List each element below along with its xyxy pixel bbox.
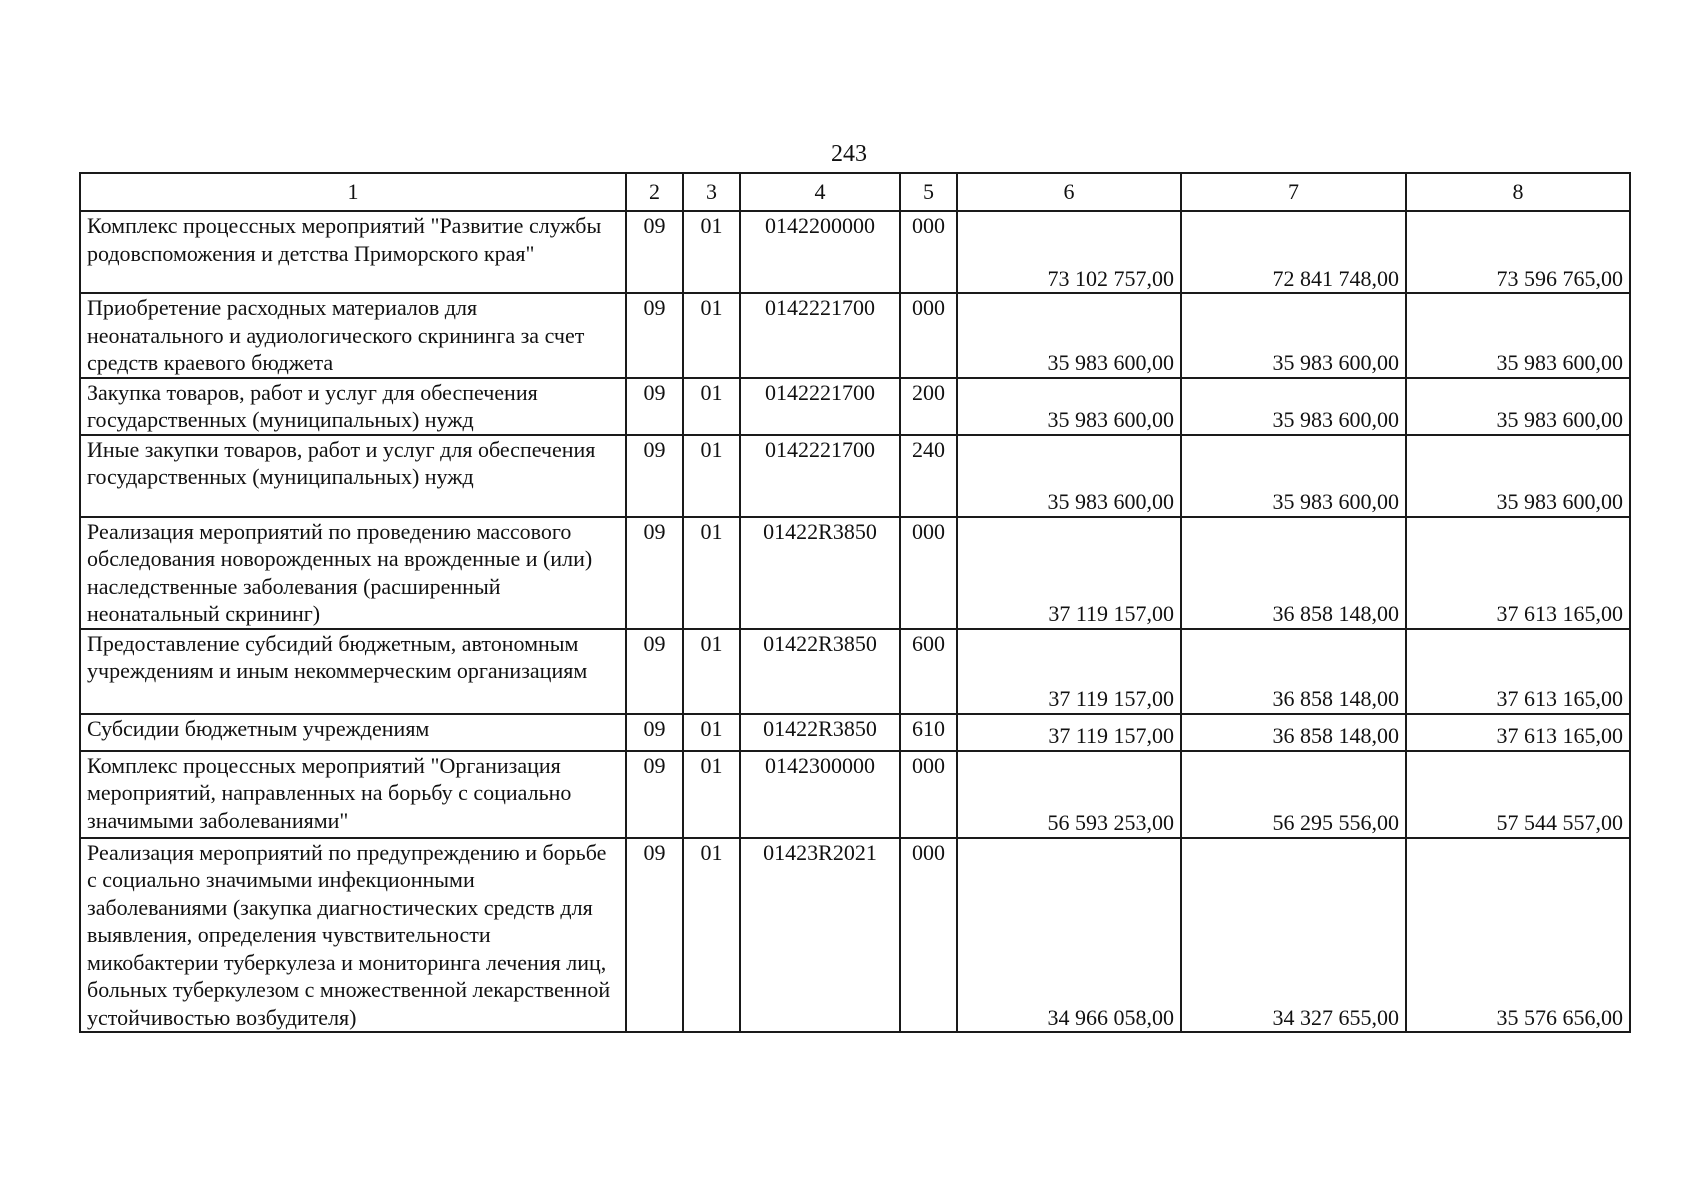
table-row bbox=[80, 293, 1630, 378]
row-amount-col7: 56 295 556,00 bbox=[1181, 751, 1406, 838]
table-row bbox=[80, 751, 1630, 838]
row-section: 09 bbox=[626, 751, 683, 838]
row-section: 09 bbox=[626, 517, 683, 629]
table-row bbox=[80, 714, 1630, 751]
row-name: Комплекс процессных мероприятий "Организация мероприятий, направленных на борьбу с социально значимыми заболеваниями" bbox=[80, 751, 626, 838]
row-expense-type: 000 bbox=[900, 293, 957, 378]
row-amount-col8: 73 596 765,00 bbox=[1406, 211, 1630, 293]
row-amount-col6: 35 983 600,00 bbox=[957, 293, 1181, 378]
row-amount-col6: 34 966 058,00 bbox=[957, 838, 1181, 1033]
table-row bbox=[80, 211, 1630, 293]
row-subsection: 01 bbox=[683, 293, 740, 378]
row-target-code: 01423R2021 bbox=[740, 838, 900, 1033]
table-row bbox=[80, 378, 1630, 435]
row-section: 09 bbox=[626, 378, 683, 435]
row-section: 09 bbox=[626, 629, 683, 714]
row-subsection: 01 bbox=[683, 517, 740, 629]
table-row bbox=[80, 517, 1630, 629]
row-target-code: 0142200000 bbox=[740, 211, 900, 293]
header-col-5: 5 bbox=[900, 173, 957, 211]
row-amount-col7: 35 983 600,00 bbox=[1181, 435, 1406, 517]
row-expense-type: 610 bbox=[900, 714, 957, 751]
row-amount-col6: 35 983 600,00 bbox=[957, 378, 1181, 435]
row-subsection: 01 bbox=[683, 378, 740, 435]
row-amount-col7: 36 858 148,00 bbox=[1181, 629, 1406, 714]
row-name: Реализация мероприятий по предупреждению и борьбе с социально значимыми инфекционными заболеваниями (закупка диагностических средств для выявления, определения чувствительности микобактерии туберкулеза и мониторинга лечения лиц, больных туберкулезом с множественной лекарственной устойчивостью возбудителя) bbox=[80, 838, 626, 1033]
row-target-code: 0142300000 bbox=[740, 751, 900, 838]
header-col-6: 6 bbox=[957, 173, 1181, 211]
row-amount-col8: 35 983 600,00 bbox=[1406, 435, 1630, 517]
row-amount-col6: 73 102 757,00 bbox=[957, 211, 1181, 293]
row-expense-type: 000 bbox=[900, 751, 957, 838]
row-target-code: 01422R3850 bbox=[740, 629, 900, 714]
row-amount-col7: 35 983 600,00 bbox=[1181, 293, 1406, 378]
row-section: 09 bbox=[626, 435, 683, 517]
header-col-1: 1 bbox=[80, 173, 626, 211]
row-section: 09 bbox=[626, 211, 683, 293]
header-col-8: 8 bbox=[1406, 173, 1630, 211]
row-amount-col8: 37 613 165,00 bbox=[1406, 517, 1630, 629]
row-section: 09 bbox=[626, 293, 683, 378]
row-amount-col8: 35 576 656,00 bbox=[1406, 838, 1630, 1033]
row-amount-col7: 72 841 748,00 bbox=[1181, 211, 1406, 293]
row-name: Закупка товаров, работ и услуг для обеспечения государственных (муниципальных) нужд bbox=[80, 378, 626, 435]
budget-table bbox=[79, 172, 1631, 1033]
row-expense-type: 240 bbox=[900, 435, 957, 517]
row-subsection: 01 bbox=[683, 211, 740, 293]
row-name: Реализация мероприятий по проведению массового обследования новорожденных на врожденные и (или) наследственные заболевания (расширенный неонатальный скрининг) bbox=[80, 517, 626, 629]
row-name: Субсидии бюджетным учреждениям bbox=[80, 714, 626, 751]
row-amount-col6: 37 119 157,00 bbox=[957, 517, 1181, 629]
row-amount-col6: 56 593 253,00 bbox=[957, 751, 1181, 838]
row-name: Предоставление субсидий бюджетным, автономным учреждениям и иным некоммерческим организациям bbox=[80, 629, 626, 714]
row-amount-col7: 35 983 600,00 bbox=[1181, 378, 1406, 435]
row-subsection: 01 bbox=[683, 751, 740, 838]
row-expense-type: 000 bbox=[900, 211, 957, 293]
row-expense-type: 000 bbox=[900, 838, 957, 1033]
header-col-3: 3 bbox=[683, 173, 740, 211]
header-col-7: 7 bbox=[1181, 173, 1406, 211]
row-amount-col7: 36 858 148,00 bbox=[1181, 714, 1406, 751]
page-number: 243 bbox=[831, 141, 867, 167]
row-amount-col7: 34 327 655,00 bbox=[1181, 838, 1406, 1033]
table-row bbox=[80, 629, 1630, 714]
row-amount-col6: 37 119 157,00 bbox=[957, 629, 1181, 714]
row-expense-type: 600 bbox=[900, 629, 957, 714]
row-amount-col8: 57 544 557,00 bbox=[1406, 751, 1630, 838]
row-expense-type: 200 bbox=[900, 378, 957, 435]
row-amount-col6: 35 983 600,00 bbox=[957, 435, 1181, 517]
row-target-code: 0142221700 bbox=[740, 435, 900, 517]
row-subsection: 01 bbox=[683, 629, 740, 714]
row-subsection: 01 bbox=[683, 435, 740, 517]
row-amount-col8: 37 613 165,00 bbox=[1406, 714, 1630, 751]
row-section: 09 bbox=[626, 838, 683, 1033]
row-subsection: 01 bbox=[683, 714, 740, 751]
table-row bbox=[80, 838, 1630, 1033]
row-target-code: 0142221700 bbox=[740, 293, 900, 378]
row-target-code: 0142221700 bbox=[740, 378, 900, 435]
table-row bbox=[80, 435, 1630, 517]
header-col-2: 2 bbox=[626, 173, 683, 211]
row-name: Комплекс процессных мероприятий "Развитие службы родовспоможения и детства Приморского края" bbox=[80, 211, 626, 293]
row-target-code: 01422R3850 bbox=[740, 517, 900, 629]
row-amount-col8: 35 983 600,00 bbox=[1406, 293, 1630, 378]
row-amount-col8: 35 983 600,00 bbox=[1406, 378, 1630, 435]
row-name: Иные закупки товаров, работ и услуг для обеспечения государственных (муниципальных) нужд bbox=[80, 435, 626, 517]
row-amount-col6: 37 119 157,00 bbox=[957, 714, 1181, 751]
row-section: 09 bbox=[626, 714, 683, 751]
row-amount-col8: 37 613 165,00 bbox=[1406, 629, 1630, 714]
row-target-code: 01422R3850 bbox=[740, 714, 900, 751]
header-col-4: 4 bbox=[740, 173, 900, 211]
row-amount-col7: 36 858 148,00 bbox=[1181, 517, 1406, 629]
row-subsection: 01 bbox=[683, 838, 740, 1033]
row-name: Приобретение расходных материалов для неонатального и аудиологического скрининга за счет средств краевого бюджета bbox=[80, 293, 626, 378]
table-header-row bbox=[80, 173, 1630, 211]
row-expense-type: 000 bbox=[900, 517, 957, 629]
